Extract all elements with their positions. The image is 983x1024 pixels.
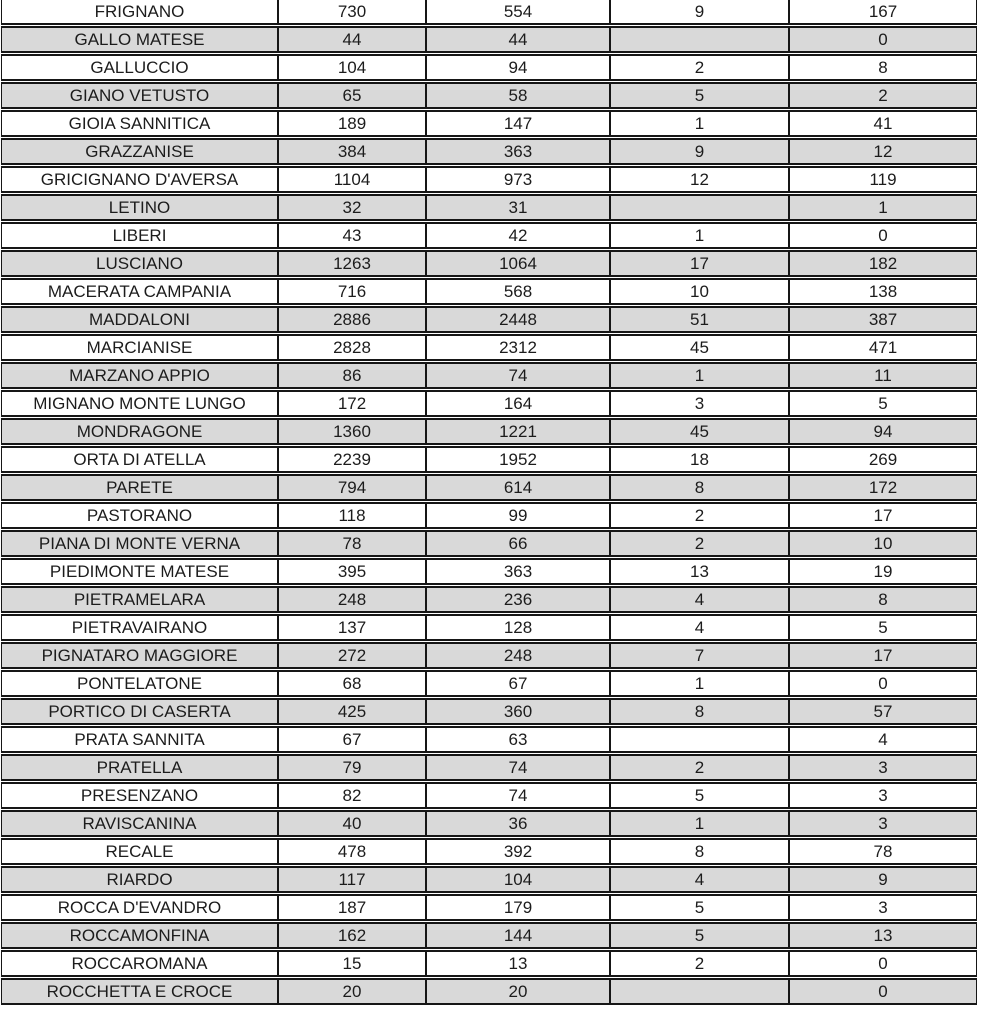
cell-value: 78 [278, 530, 426, 557]
table-row [1, 502, 977, 529]
cell-value: 179 [426, 894, 610, 921]
cell-municipality: PIETRAVAIRANO [1, 614, 278, 641]
cell-value: 614 [426, 474, 610, 501]
cell-municipality: PARETE [1, 474, 278, 501]
cell-municipality: ROCCA D'EVANDRO [1, 894, 278, 921]
cell-value: 2 [610, 54, 789, 81]
cell-municipality: PIANA DI MONTE VERNA [1, 530, 278, 557]
cell-municipality: PORTICO DI CASERTA [1, 698, 278, 725]
cell-value: 31 [426, 194, 610, 221]
cell-value: 9 [610, 138, 789, 165]
table-row [1, 390, 977, 417]
municipality-data-table [1, 0, 977, 1006]
cell-value: 117 [278, 866, 426, 893]
cell-value: 58 [426, 82, 610, 109]
cell-value: 471 [789, 334, 977, 361]
cell-value [610, 978, 789, 1005]
cell-municipality: ROCCAMONFINA [1, 922, 278, 949]
cell-value: 5 [610, 82, 789, 109]
cell-value: 1952 [426, 446, 610, 473]
cell-value: 172 [278, 390, 426, 417]
table-row [1, 530, 977, 557]
cell-value: 392 [426, 838, 610, 865]
cell-value: 4 [789, 726, 977, 753]
table-row [1, 110, 977, 137]
table-row [1, 782, 977, 809]
table-row [1, 894, 977, 921]
cell-value: 1221 [426, 418, 610, 445]
cell-value: 162 [278, 922, 426, 949]
cell-municipality: GIANO VETUSTO [1, 82, 278, 109]
cell-value: 137 [278, 614, 426, 641]
cell-municipality: RIARDO [1, 866, 278, 893]
cell-value: 19 [789, 558, 977, 585]
cell-municipality: PIETRAMELARA [1, 586, 278, 613]
table-row [1, 82, 977, 109]
cell-value: 138 [789, 278, 977, 305]
cell-value: 0 [789, 978, 977, 1005]
cell-value: 478 [278, 838, 426, 865]
table-row [1, 362, 977, 389]
cell-value: 0 [789, 670, 977, 697]
cell-value: 7 [610, 642, 789, 669]
cell-value: 2 [789, 82, 977, 109]
cell-value [610, 726, 789, 753]
cell-municipality: RECALE [1, 838, 278, 865]
cell-value: 8 [610, 838, 789, 865]
cell-value: 15 [278, 950, 426, 977]
table-row [1, 446, 977, 473]
cell-municipality: GIOIA SANNITICA [1, 110, 278, 137]
cell-value: 13 [426, 950, 610, 977]
cell-value: 164 [426, 390, 610, 417]
cell-value: 10 [789, 530, 977, 557]
cell-value: 42 [426, 222, 610, 249]
cell-value: 65 [278, 82, 426, 109]
cell-value: 118 [278, 502, 426, 529]
cell-value: 104 [278, 54, 426, 81]
cell-municipality: PASTORANO [1, 502, 278, 529]
cell-value [610, 26, 789, 53]
cell-value: 17 [789, 502, 977, 529]
cell-value: 1064 [426, 250, 610, 277]
cell-value: 1 [610, 222, 789, 249]
table-row [1, 558, 977, 585]
cell-value: 3 [789, 782, 977, 809]
table-row [1, 138, 977, 165]
cell-municipality: MADDALONI [1, 306, 278, 333]
cell-value: 2448 [426, 306, 610, 333]
cell-value: 554 [426, 0, 610, 25]
cell-value: 5 [789, 614, 977, 641]
cell-value: 387 [789, 306, 977, 333]
cell-value: 74 [426, 362, 610, 389]
cell-value: 128 [426, 614, 610, 641]
table-row [1, 642, 977, 669]
cell-value: 716 [278, 278, 426, 305]
table-row [1, 418, 977, 445]
cell-value: 32 [278, 194, 426, 221]
cell-municipality: MARZANO APPIO [1, 362, 278, 389]
cell-value: 13 [610, 558, 789, 585]
cell-value: 248 [426, 642, 610, 669]
cell-value: 41 [789, 110, 977, 137]
cell-value: 12 [610, 166, 789, 193]
cell-municipality: LETINO [1, 194, 278, 221]
table-row [1, 306, 977, 333]
cell-value: 144 [426, 922, 610, 949]
cell-value: 86 [278, 362, 426, 389]
cell-value: 1 [789, 194, 977, 221]
cell-value: 45 [610, 418, 789, 445]
cell-value: 4 [610, 614, 789, 641]
cell-value: 20 [278, 978, 426, 1005]
cell-value: 11 [789, 362, 977, 389]
table-row [1, 922, 977, 949]
cell-municipality: FRIGNANO [1, 0, 278, 25]
cell-value: 5 [610, 922, 789, 949]
cell-municipality: PRATELLA [1, 754, 278, 781]
cell-value: 5 [610, 782, 789, 809]
cell-value: 3 [789, 754, 977, 781]
cell-municipality: GRICIGNANO D'AVERSA [1, 166, 278, 193]
cell-value: 1 [610, 810, 789, 837]
cell-value: 18 [610, 446, 789, 473]
cell-value: 1 [610, 670, 789, 697]
table-row [1, 614, 977, 641]
cell-value: 99 [426, 502, 610, 529]
cell-value: 1 [610, 110, 789, 137]
cell-municipality: MACERATA CAMPANIA [1, 278, 278, 305]
cell-municipality: ORTA DI ATELLA [1, 446, 278, 473]
cell-value: 248 [278, 586, 426, 613]
cell-value: 79 [278, 754, 426, 781]
cell-value: 5 [789, 390, 977, 417]
table-row [1, 222, 977, 249]
cell-value: 730 [278, 0, 426, 25]
cell-value: 2 [610, 950, 789, 977]
table-row [1, 838, 977, 865]
cell-value: 40 [278, 810, 426, 837]
cell-municipality: PIGNATARO MAGGIORE [1, 642, 278, 669]
cell-municipality: MARCIANISE [1, 334, 278, 361]
cell-municipality: ROCCAROMANA [1, 950, 278, 977]
cell-value: 63 [426, 726, 610, 753]
cell-value: 2312 [426, 334, 610, 361]
table-row [1, 866, 977, 893]
cell-value: 94 [426, 54, 610, 81]
cell-value: 10 [610, 278, 789, 305]
cell-value: 13 [789, 922, 977, 949]
cell-municipality: GALLO MATESE [1, 26, 278, 53]
cell-value: 20 [426, 978, 610, 1005]
cell-municipality: LIBERI [1, 222, 278, 249]
cell-value: 794 [278, 474, 426, 501]
cell-value: 973 [426, 166, 610, 193]
cell-value: 363 [426, 558, 610, 585]
table-row [1, 698, 977, 725]
table-row [1, 810, 977, 837]
cell-value: 425 [278, 698, 426, 725]
table-row [1, 474, 977, 501]
table-row [1, 54, 977, 81]
table-row [1, 0, 977, 25]
cell-municipality: ROCCHETTA E CROCE [1, 978, 278, 1005]
cell-municipality: PRATA SANNITA [1, 726, 278, 753]
table-row [1, 334, 977, 361]
cell-value: 8 [610, 474, 789, 501]
cell-value: 5 [610, 894, 789, 921]
cell-value: 74 [426, 754, 610, 781]
table-row [1, 194, 977, 221]
cell-value: 119 [789, 166, 977, 193]
cell-value: 3 [610, 390, 789, 417]
cell-municipality: GALLUCCIO [1, 54, 278, 81]
cell-municipality: MONDRAGONE [1, 418, 278, 445]
cell-value: 236 [426, 586, 610, 613]
cell-value: 269 [789, 446, 977, 473]
cell-value: 44 [426, 26, 610, 53]
cell-value: 44 [278, 26, 426, 53]
cell-value: 363 [426, 138, 610, 165]
cell-value: 57 [789, 698, 977, 725]
cell-value: 51 [610, 306, 789, 333]
cell-value: 74 [426, 782, 610, 809]
cell-value: 94 [789, 418, 977, 445]
cell-value: 2 [610, 502, 789, 529]
cell-value: 2 [610, 754, 789, 781]
cell-municipality: MIGNANO MONTE LUNGO [1, 390, 278, 417]
cell-value: 395 [278, 558, 426, 585]
cell-value: 67 [426, 670, 610, 697]
table-row [1, 586, 977, 613]
cell-value: 172 [789, 474, 977, 501]
cell-municipality: GRAZZANISE [1, 138, 278, 165]
cell-value: 8 [789, 54, 977, 81]
cell-value: 187 [278, 894, 426, 921]
cell-value: 4 [610, 866, 789, 893]
cell-value: 0 [789, 26, 977, 53]
cell-value: 0 [789, 950, 977, 977]
cell-value: 8 [789, 586, 977, 613]
table-row [1, 950, 977, 977]
cell-value: 2886 [278, 306, 426, 333]
cell-value: 2239 [278, 446, 426, 473]
cell-value: 1360 [278, 418, 426, 445]
cell-value: 104 [426, 866, 610, 893]
cell-value: 167 [789, 0, 977, 25]
cell-value [610, 194, 789, 221]
table-row [1, 978, 977, 1005]
cell-value: 9 [789, 866, 977, 893]
cell-value: 568 [426, 278, 610, 305]
cell-value: 17 [610, 250, 789, 277]
table-row [1, 26, 977, 53]
cell-value: 9 [610, 0, 789, 25]
cell-municipality: PIEDIMONTE MATESE [1, 558, 278, 585]
cell-value: 2828 [278, 334, 426, 361]
cell-value: 82 [278, 782, 426, 809]
table-row [1, 166, 977, 193]
cell-municipality: PONTELATONE [1, 670, 278, 697]
table-row [1, 250, 977, 277]
cell-value: 36 [426, 810, 610, 837]
cell-municipality: PRESENZANO [1, 782, 278, 809]
cell-value: 1104 [278, 166, 426, 193]
cell-value: 2 [610, 530, 789, 557]
cell-value: 272 [278, 642, 426, 669]
table-row [1, 754, 977, 781]
cell-value: 189 [278, 110, 426, 137]
table-body [1, 0, 977, 1005]
cell-value: 66 [426, 530, 610, 557]
cell-value: 147 [426, 110, 610, 137]
cell-value: 12 [789, 138, 977, 165]
cell-value: 8 [610, 698, 789, 725]
cell-value: 45 [610, 334, 789, 361]
cell-value: 78 [789, 838, 977, 865]
cell-value: 67 [278, 726, 426, 753]
cell-value: 43 [278, 222, 426, 249]
table-row [1, 670, 977, 697]
cell-municipality: LUSCIANO [1, 250, 278, 277]
cell-value: 1263 [278, 250, 426, 277]
cell-value: 68 [278, 670, 426, 697]
cell-value: 0 [789, 222, 977, 249]
cell-value: 17 [789, 642, 977, 669]
cell-value: 360 [426, 698, 610, 725]
cell-value: 3 [789, 894, 977, 921]
table-row [1, 726, 977, 753]
cell-value: 1 [610, 362, 789, 389]
cell-value: 384 [278, 138, 426, 165]
cell-value: 182 [789, 250, 977, 277]
cell-municipality: RAVISCANINA [1, 810, 278, 837]
cell-value: 3 [789, 810, 977, 837]
table-row [1, 278, 977, 305]
cell-value: 4 [610, 586, 789, 613]
